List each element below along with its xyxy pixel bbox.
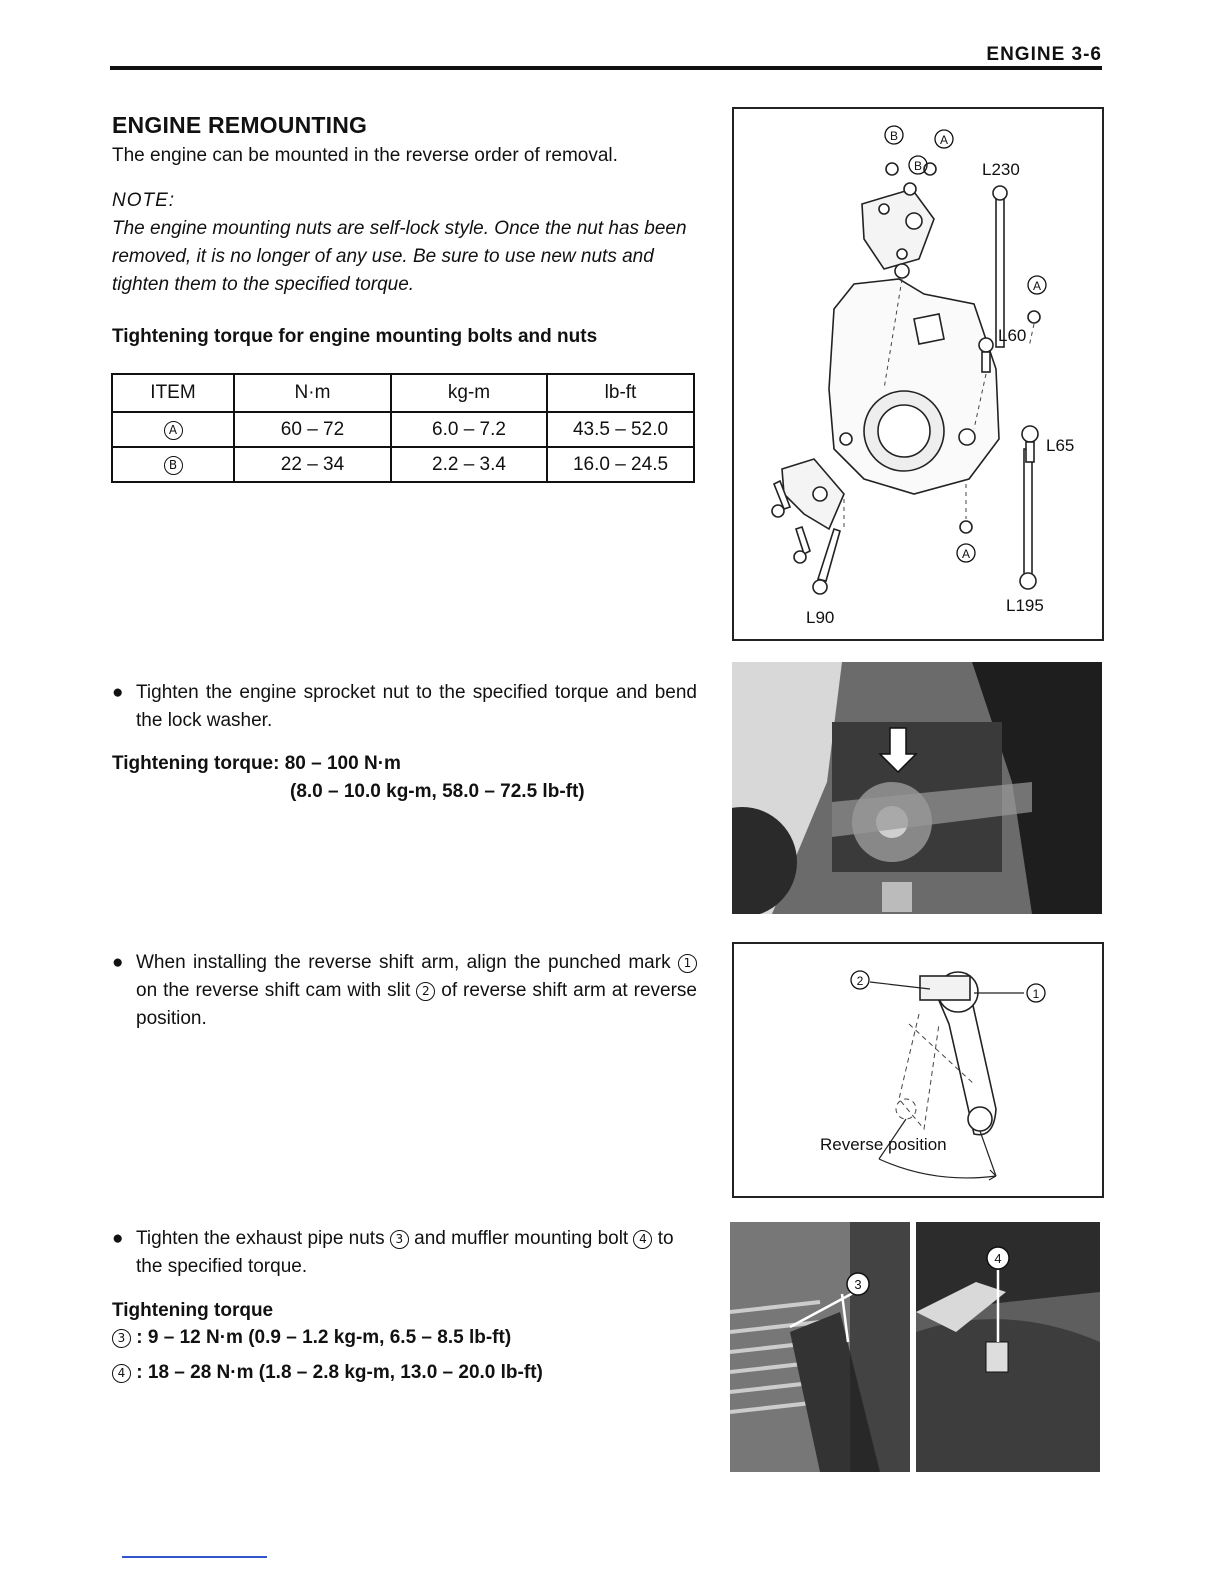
table-cell: 43.5 – 52.0 xyxy=(547,412,694,447)
table-cell: 2.2 – 3.4 xyxy=(391,447,547,482)
marker-3: 3 xyxy=(112,1329,131,1348)
reverse-shift-diagram xyxy=(732,942,1104,1198)
exhaust-photo-svg xyxy=(730,1222,910,1472)
table-header: ITEM xyxy=(112,374,234,412)
marker-2: 2 xyxy=(416,982,435,1001)
marker-1: 1 xyxy=(678,954,697,973)
reverse-position-label: Reverse position xyxy=(820,1135,947,1154)
spec-4-text: : 18 – 28 N·m (1.8 – 2.8 kg-m, 13.0 – 20.0 lb-ft) xyxy=(136,1362,543,1383)
note-text: The engine mounting nuts are self-lock style. Once the nut has been removed, it is no longer of any use. Be sure to use new nuts and tighten them to the specified torque. xyxy=(112,218,687,295)
torque-table-heading: Tightening torque for engine mounting bolts and nuts xyxy=(112,326,598,347)
spec-3-text: : 9 – 12 N·m (0.9 – 1.2 kg-m, 6.5 – 8.5 lb-ft) xyxy=(136,1327,512,1348)
sprocket-torque-line1: Tightening torque: 80 – 100 N·m xyxy=(112,753,401,774)
label-a: A xyxy=(939,133,949,147)
page-header-title: ENGINE 3-6 xyxy=(986,44,1102,65)
exhaust-text-a: Tighten the exhaust pipe nuts xyxy=(136,1228,385,1249)
sprocket-photo-svg xyxy=(732,662,1102,914)
sprocket-text: Tighten the engine sprocket nut to the specified torque and bend the lock washer. xyxy=(136,682,697,731)
muffler-photo-svg xyxy=(916,1222,1100,1472)
label-a: A xyxy=(961,547,971,561)
table-row xyxy=(112,447,694,482)
item-marker: B xyxy=(164,456,183,475)
shift-label-1: 1 xyxy=(1032,987,1040,1001)
reverse-shift-instruction xyxy=(112,949,697,1033)
table-header: lb-ft xyxy=(547,374,694,412)
marker-4: 4 xyxy=(112,1364,131,1383)
engine-case xyxy=(829,279,999,494)
section-title: ENGINE REMOUNTING xyxy=(112,112,368,138)
exhaust-spec-3 xyxy=(112,1324,511,1352)
bolt-l195 xyxy=(1020,449,1036,589)
muffler-bolt-photo xyxy=(916,1222,1100,1472)
engine-diagram-svg xyxy=(734,109,1102,639)
label-a: A xyxy=(1032,279,1042,293)
photo-marker-4: 4 xyxy=(994,1251,1002,1266)
intro-text: The engine can be mounted in the reverse order of removal. xyxy=(112,145,618,166)
exhaust-text-b: and muffler mounting bolt xyxy=(414,1228,629,1249)
top-bracket xyxy=(862,189,934,269)
reverse-text-c: of reverse shift arm at reverse position. xyxy=(136,980,697,1029)
label-l230: L230 xyxy=(982,160,1020,179)
shift-diagram-svg xyxy=(734,944,1102,1196)
sprocket-instruction xyxy=(112,679,697,735)
note-label: NOTE: xyxy=(112,190,176,211)
header-rule xyxy=(110,66,1102,70)
bullet-dot: ● xyxy=(112,682,124,703)
engine-mount-diagram xyxy=(732,107,1104,641)
marker-3: 3 xyxy=(390,1230,409,1249)
table-cell: 6.0 – 7.2 xyxy=(391,412,547,447)
label-l90: L90 xyxy=(806,608,835,627)
label-l65: L65 xyxy=(1046,436,1075,455)
exhaust-instruction xyxy=(112,1225,697,1281)
exhaust-text xyxy=(136,1225,697,1281)
sprocket-photo xyxy=(732,662,1102,914)
bolt-l90 xyxy=(813,529,840,594)
table-header: kg-m xyxy=(391,374,547,412)
marker-4: 4 xyxy=(633,1230,652,1249)
page-header xyxy=(110,40,1102,70)
table-header-row xyxy=(112,374,694,412)
exhaust-text-c: to the specified torque. xyxy=(136,1228,674,1277)
table-cell: 22 – 34 xyxy=(234,447,391,482)
table-header: N·m xyxy=(234,374,391,412)
footer-line xyxy=(122,1556,267,1558)
table-cell xyxy=(112,412,234,447)
reverse-shift-text xyxy=(136,949,697,1033)
lower-bracket xyxy=(782,459,844,529)
exhaust-spec-4 xyxy=(112,1359,543,1387)
shift-arm xyxy=(920,972,996,1135)
exhaust-torque-heading: Tightening torque xyxy=(112,1300,274,1321)
bullet-dot: ● xyxy=(112,1228,124,1249)
reverse-text-b: on the reverse shift cam with slit xyxy=(136,980,411,1001)
reverse-text-a: When installing the reverse shift arm, align the punched mark xyxy=(136,952,671,973)
shift-label-2: 2 xyxy=(856,974,864,988)
photo-marker-3: 3 xyxy=(854,1277,862,1292)
item-marker: A xyxy=(164,421,183,440)
sprocket-torque-line2: (8.0 – 10.0 kg-m, 58.0 – 72.5 lb-ft) xyxy=(290,781,585,802)
table-cell: 60 – 72 xyxy=(234,412,391,447)
exhaust-pipe-photo xyxy=(730,1222,910,1472)
label-b: B xyxy=(889,129,899,143)
bullet-dot: ● xyxy=(112,952,124,973)
table-cell: 16.0 – 24.5 xyxy=(547,447,694,482)
table-row xyxy=(112,412,694,447)
label-l195: L195 xyxy=(1006,596,1044,615)
label-b: B xyxy=(913,159,923,173)
torque-table xyxy=(111,373,695,483)
table-cell xyxy=(112,447,234,482)
bolt-l230 xyxy=(993,186,1007,347)
label-l60: L60 xyxy=(998,326,1027,345)
